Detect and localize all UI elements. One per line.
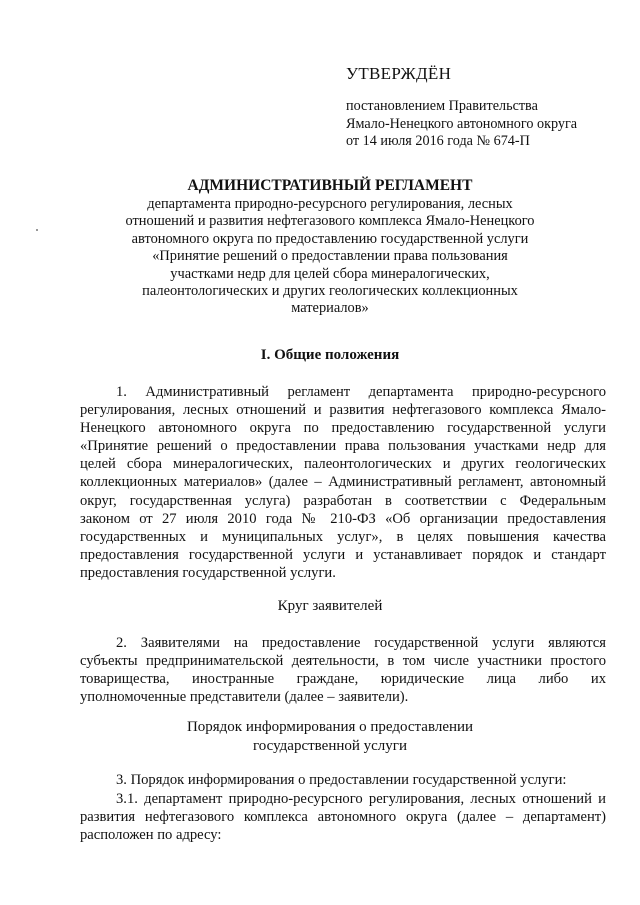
paragraph-line: субъекты предпринимательской деятельности, в том числе участники простого — [80, 653, 606, 670]
heading-line: государственной услуги — [253, 738, 407, 754]
paragraph-line: развития нефтегазового комплекса автономного округа (далее – департамент) — [80, 809, 606, 826]
subtitle-line: автономного округа по предоставлению государственной услуги — [131, 230, 529, 247]
heading-line: Порядок информирования о предоставлении — [186, 719, 474, 735]
paragraph-3-1 — [80, 790, 606, 844]
paragraph-line: Ненецкого автономного округа по предоставлению государственной услуги — [80, 420, 606, 437]
subtitle-line: отношений и развития нефтегазового комплекса Ямало-Ненецкого — [125, 213, 535, 230]
subtitle-line: департамента природно-ресурсного регулирования, лесных — [147, 196, 513, 212]
paragraph-line: государственных и муниципальных услуг», в целях повышения качества — [80, 528, 606, 545]
approval-heading: УТВЕРЖДЁН — [346, 64, 452, 83]
approval-line: от 14 июля 2016 года № 674-П — [346, 133, 530, 149]
paragraph-line: 1. Административный регламент департамента природно-ресурсного — [116, 384, 606, 400]
subtitle-line: палеонтологических и других геологических коллекционных — [142, 283, 518, 300]
paragraph-line: 2. Заявителями на предоставление государственной услуги являются — [116, 635, 606, 651]
approval-line: Ямало-Ненецкого автономного округа — [346, 115, 578, 132]
paragraph-line: расположен по адресу: — [80, 827, 222, 844]
paragraph-3 — [80, 771, 606, 789]
paragraph-line: регулирования, лесных отношений и развития нефтегазового комплекса Ямало- — [80, 402, 606, 419]
paragraph-line: предоставления государственной услуги. — [80, 564, 336, 581]
paragraph-line: целей сбора минералогических, палеонтологических и других геологических — [80, 456, 606, 473]
paragraph-line: округ, государственная услуга) разработан в соответствии с Федеральным — [80, 492, 606, 509]
document-title: АДМИНИСТРАТИВНЫЙ РЕГЛАМЕНТ — [187, 177, 473, 194]
paragraph-1 — [80, 383, 606, 582]
approval-stamp — [346, 64, 626, 151]
paragraph-line: предоставления государственной услуги и устанавливает порядок и стандарт — [80, 546, 606, 563]
subtitle-line: материалов» — [291, 300, 369, 317]
paragraph-line: уполномоченные представители (далее – заявители). — [80, 689, 409, 706]
subtitle-line: участками недр для целей сбора минералогических, — [170, 265, 490, 282]
section-heading-informing — [60, 718, 600, 756]
subtitle-line: «Принятие решений о предоставлении права пользования — [152, 248, 508, 265]
scan-speck — [36, 229, 38, 231]
approval-line: постановлением Правительства — [346, 98, 538, 114]
document-title-block — [60, 176, 600, 318]
paragraph-line: 3.1. департамент природно-ресурсного регулирования, лесных отношений и — [116, 791, 606, 807]
paragraph-2 — [80, 634, 606, 706]
section-heading-applicants: Круг заявителей — [277, 598, 383, 614]
paragraph-line: «Принятие решений о предоставлении права пользования участками недр для — [80, 438, 606, 455]
paragraph-line: коллекционных материалов» (далее – Административный регламент, автономный — [80, 474, 606, 491]
paragraph-line: товарищества, иностранные граждане, юридические лица либо их — [80, 671, 606, 688]
section-heading-general: I. Общие положения — [260, 347, 400, 363]
paragraph-line: 3. Порядок информирования о предоставлении государственной услуги: — [116, 772, 567, 788]
paragraph-line: законом от 27 июля 2010 года № 210-ФЗ «Об организации предоставления — [80, 510, 606, 527]
